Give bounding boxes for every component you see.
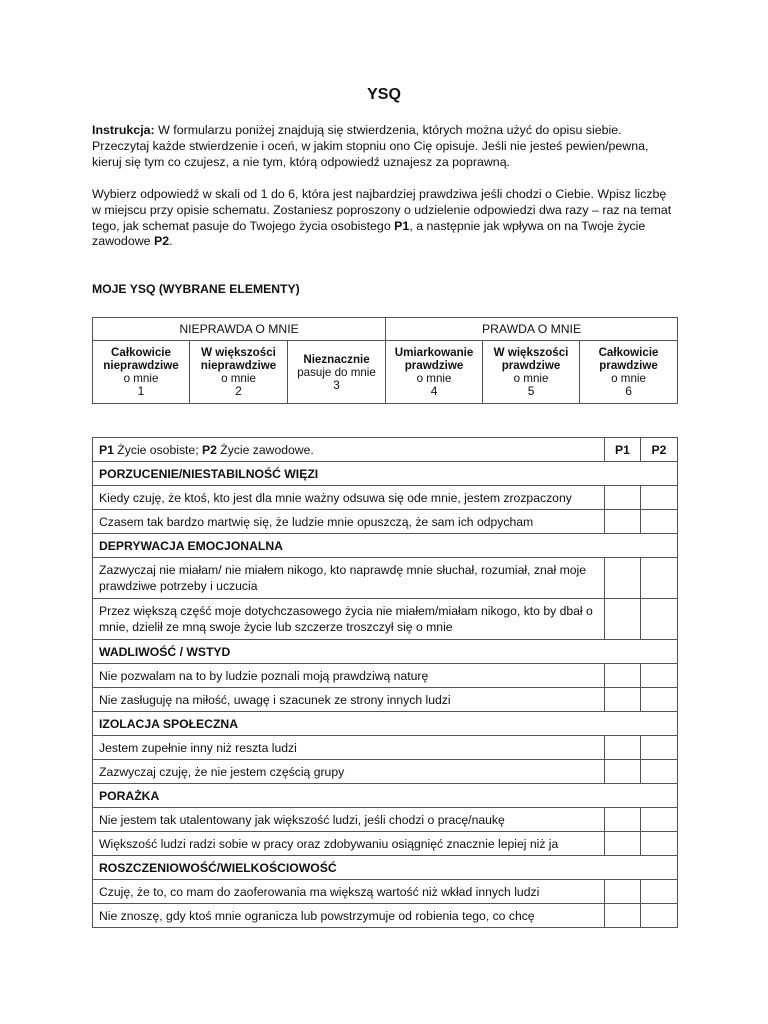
scale-option-number: 5 xyxy=(527,384,535,398)
column-header-p2: P2 xyxy=(641,438,678,462)
table-row xyxy=(93,832,678,856)
legend-p1: P1 xyxy=(99,442,114,457)
table-row xyxy=(93,558,678,599)
answer-p2-cell[interactable] xyxy=(641,664,678,688)
instruction-paragraph xyxy=(92,123,677,170)
statement: Nie pozwalam na to by ludzie poznali moją prawdziwą naturę xyxy=(93,664,605,688)
statement: Jestem zupełnie inny niż reszta ludzi xyxy=(93,736,605,760)
section-heading: PORZUCENIE/NIESTABILNOŚĆ WIĘZI xyxy=(93,462,678,486)
instruction2-text-1: Wybierz odpowiedź w skali od 1 do 6, która jest najbardziej prawdziwa jeśli chodzi o Ciebie. Wpisz liczbę w miejscu przy opisie schematu. Zostaniesz poproszony o udzielenie odpowiedzi dwa razy – raz na temat tego, jak schemat pasuje do Twojego życia osobistego xyxy=(92,187,672,233)
scale-option-4 xyxy=(386,341,483,404)
table-row xyxy=(93,880,678,904)
section-title: MOJE YSQ (WYBRANE ELEMENTY) xyxy=(92,282,300,296)
items-legend xyxy=(93,438,605,462)
section-row xyxy=(93,856,678,880)
section-row xyxy=(93,712,678,736)
scale-option-label: Całkowicie prawdziwe xyxy=(598,346,659,372)
section-heading: DEPRYWACJA EMOCJONALNA xyxy=(93,534,678,558)
instruction2-p1: P1 xyxy=(394,218,410,233)
answer-p1-cell[interactable] xyxy=(605,904,641,928)
instruction-label: Instrukcja: xyxy=(92,123,155,137)
scale-option-sub: o mnie xyxy=(221,372,256,385)
scale-option-sub: o mnie xyxy=(611,372,646,385)
section-heading: PORAŻKA xyxy=(93,784,678,808)
answer-p2-cell[interactable] xyxy=(641,599,678,640)
statement: Nie zasługuję na miłość, uwagę i szacunek ze strony innych ludzi xyxy=(93,688,605,712)
table-row xyxy=(93,760,678,784)
scale-option-number: 6 xyxy=(625,384,632,398)
table-row xyxy=(93,599,678,640)
section-row xyxy=(93,640,678,664)
statement: Większość ludzi radzi sobie w pracy oraz zdobywaniu osiągnięć znacznie lepiej niż ja xyxy=(93,832,605,856)
instruction2-text-2: , a następnie jak wpływa on na Twoje życie zawodowe xyxy=(92,218,646,249)
table-row xyxy=(93,736,678,760)
page-title: YSQ xyxy=(367,86,401,103)
answer-p1-cell[interactable] xyxy=(605,832,641,856)
answer-p1-cell[interactable] xyxy=(605,558,641,599)
scale-option-label: Nieznacznie xyxy=(303,352,370,366)
statement: Nie jestem tak utalentowany jak większość ludzi, jeśli chodzi o pracę/naukę xyxy=(93,808,605,832)
answer-p1-cell[interactable] xyxy=(605,486,641,510)
instruction2-text-3: . xyxy=(169,234,173,249)
answer-p2-cell[interactable] xyxy=(641,510,678,534)
section-heading: WADLIWOŚĆ / WSTYD xyxy=(93,640,678,664)
scale-option-sub: o mnie xyxy=(416,372,452,385)
answer-p2-cell[interactable] xyxy=(641,558,678,599)
legend-p2-text: Życie zawodowe. xyxy=(216,442,314,457)
answer-p1-cell[interactable] xyxy=(605,808,641,832)
schema-items-table xyxy=(92,437,678,928)
section-heading: IZOLACJA SPOŁECZNA xyxy=(93,712,678,736)
answer-p1-cell[interactable] xyxy=(605,880,641,904)
statement: Czasem tak bardzo martwię się, że ludzie mnie opuszczą, że sam ich odpycham xyxy=(93,510,605,534)
section-row xyxy=(93,462,678,486)
statement: Zazwyczaj nie miałam/ nie miałem nikogo, kto naprawdę mnie słuchał, rozumiał, znał moje prawdziwe potrzeby i uczucia xyxy=(93,558,605,599)
scale-option-5 xyxy=(483,341,580,404)
answer-p2-cell[interactable] xyxy=(641,808,678,832)
scale-option-number: 4 xyxy=(430,384,438,398)
answer-p2-cell[interactable] xyxy=(641,486,678,510)
table-row xyxy=(93,688,678,712)
column-header-p1: P1 xyxy=(605,438,641,462)
scale-option-label: W większości prawdziwe xyxy=(493,346,569,372)
table-row xyxy=(93,486,678,510)
answer-p1-cell[interactable] xyxy=(605,510,641,534)
table-row xyxy=(93,904,678,928)
answer-p2-cell[interactable] xyxy=(641,904,678,928)
table-row xyxy=(93,510,678,534)
section-row xyxy=(93,534,678,558)
rating-scale-table xyxy=(92,317,678,404)
scale-option-2 xyxy=(190,341,288,404)
answer-p2-cell[interactable] xyxy=(641,832,678,856)
scale-group-true: PRAWDA O MNIE xyxy=(386,318,678,341)
answer-p2-cell[interactable] xyxy=(641,688,678,712)
scale-option-number: 3 xyxy=(333,377,340,392)
table-row xyxy=(93,808,678,832)
scale-option-1 xyxy=(93,341,190,404)
answer-p2-cell[interactable] xyxy=(641,880,678,904)
scale-option-label: Umiarkowanie prawdziwe xyxy=(394,346,474,372)
scale-option-label: Całkowicie nieprawdziwe xyxy=(103,346,179,372)
table-row xyxy=(93,664,678,688)
statement: Nie znoszę, gdy ktoś mnie ogranicza lub powstrzymuje od robienia tego, co chcę xyxy=(93,904,605,928)
scale-option-number: 1 xyxy=(137,384,145,398)
legend-p1-text: Życie osobiste; xyxy=(113,442,202,457)
statement: Kiedy czuję, że ktoś, kto jest dla mnie ważny odsuwa się ode mnie, jestem zrozpaczony xyxy=(93,486,605,510)
scale-group-false: NIEPRAWDA O MNIE xyxy=(93,318,386,341)
legend-p2: P2 xyxy=(201,442,217,457)
section-heading: ROSZCZENIOWOŚĆ/WIELKOŚCIOWOŚĆ xyxy=(93,856,678,880)
scale-option-3 xyxy=(288,341,386,404)
scale-option-number: 2 xyxy=(235,384,242,398)
scale-option-sub: o mnie xyxy=(513,372,549,385)
table-header-row xyxy=(93,438,678,462)
statement: Zazwyczaj czuję, że nie jestem częścią grupy xyxy=(93,760,605,784)
scale-option-label: W większości nieprawdziwe xyxy=(200,346,277,372)
section-row xyxy=(93,784,678,808)
answer-p1-cell[interactable] xyxy=(605,688,641,712)
instruction2-p2: P2 xyxy=(154,234,170,249)
answer-p2-cell[interactable] xyxy=(641,760,678,784)
instruction-text: W formularzu poniżej znajdują się stwierdzenia, których można użyć do opisu siebie. Przeczytaj każde stwierdzenie i oceń, w jakim stopniu ono Cię opisuje. Jeśli nie jesteś pewien/pewna, kieruj się tym co czujesz, a nie tym, którą odpowiedź uznajesz za poprawną. xyxy=(92,123,649,169)
statement: Czuję, że to, co mam do zaoferowania ma większą wartość niż wkład innych ludzi xyxy=(93,880,605,904)
scale-option-sub: o mnie xyxy=(123,372,159,385)
instruction-paragraph-2 xyxy=(92,187,677,250)
answer-p1-cell[interactable] xyxy=(605,760,641,784)
scale-option-6 xyxy=(580,341,678,404)
scale-option-sub: pasuje do mnie xyxy=(297,365,376,379)
answer-p1-cell[interactable] xyxy=(605,599,641,640)
answer-p2-cell[interactable] xyxy=(641,736,678,760)
answer-p1-cell[interactable] xyxy=(605,736,641,760)
statement: Przez większą część moje dotychczasowego życia nie miałem/miałam nikogo, kto by dbał o mnie, dzielił ze mną swoje życie lub szczerze troszczył się o mnie xyxy=(93,599,605,640)
answer-p1-cell[interactable] xyxy=(605,664,641,688)
